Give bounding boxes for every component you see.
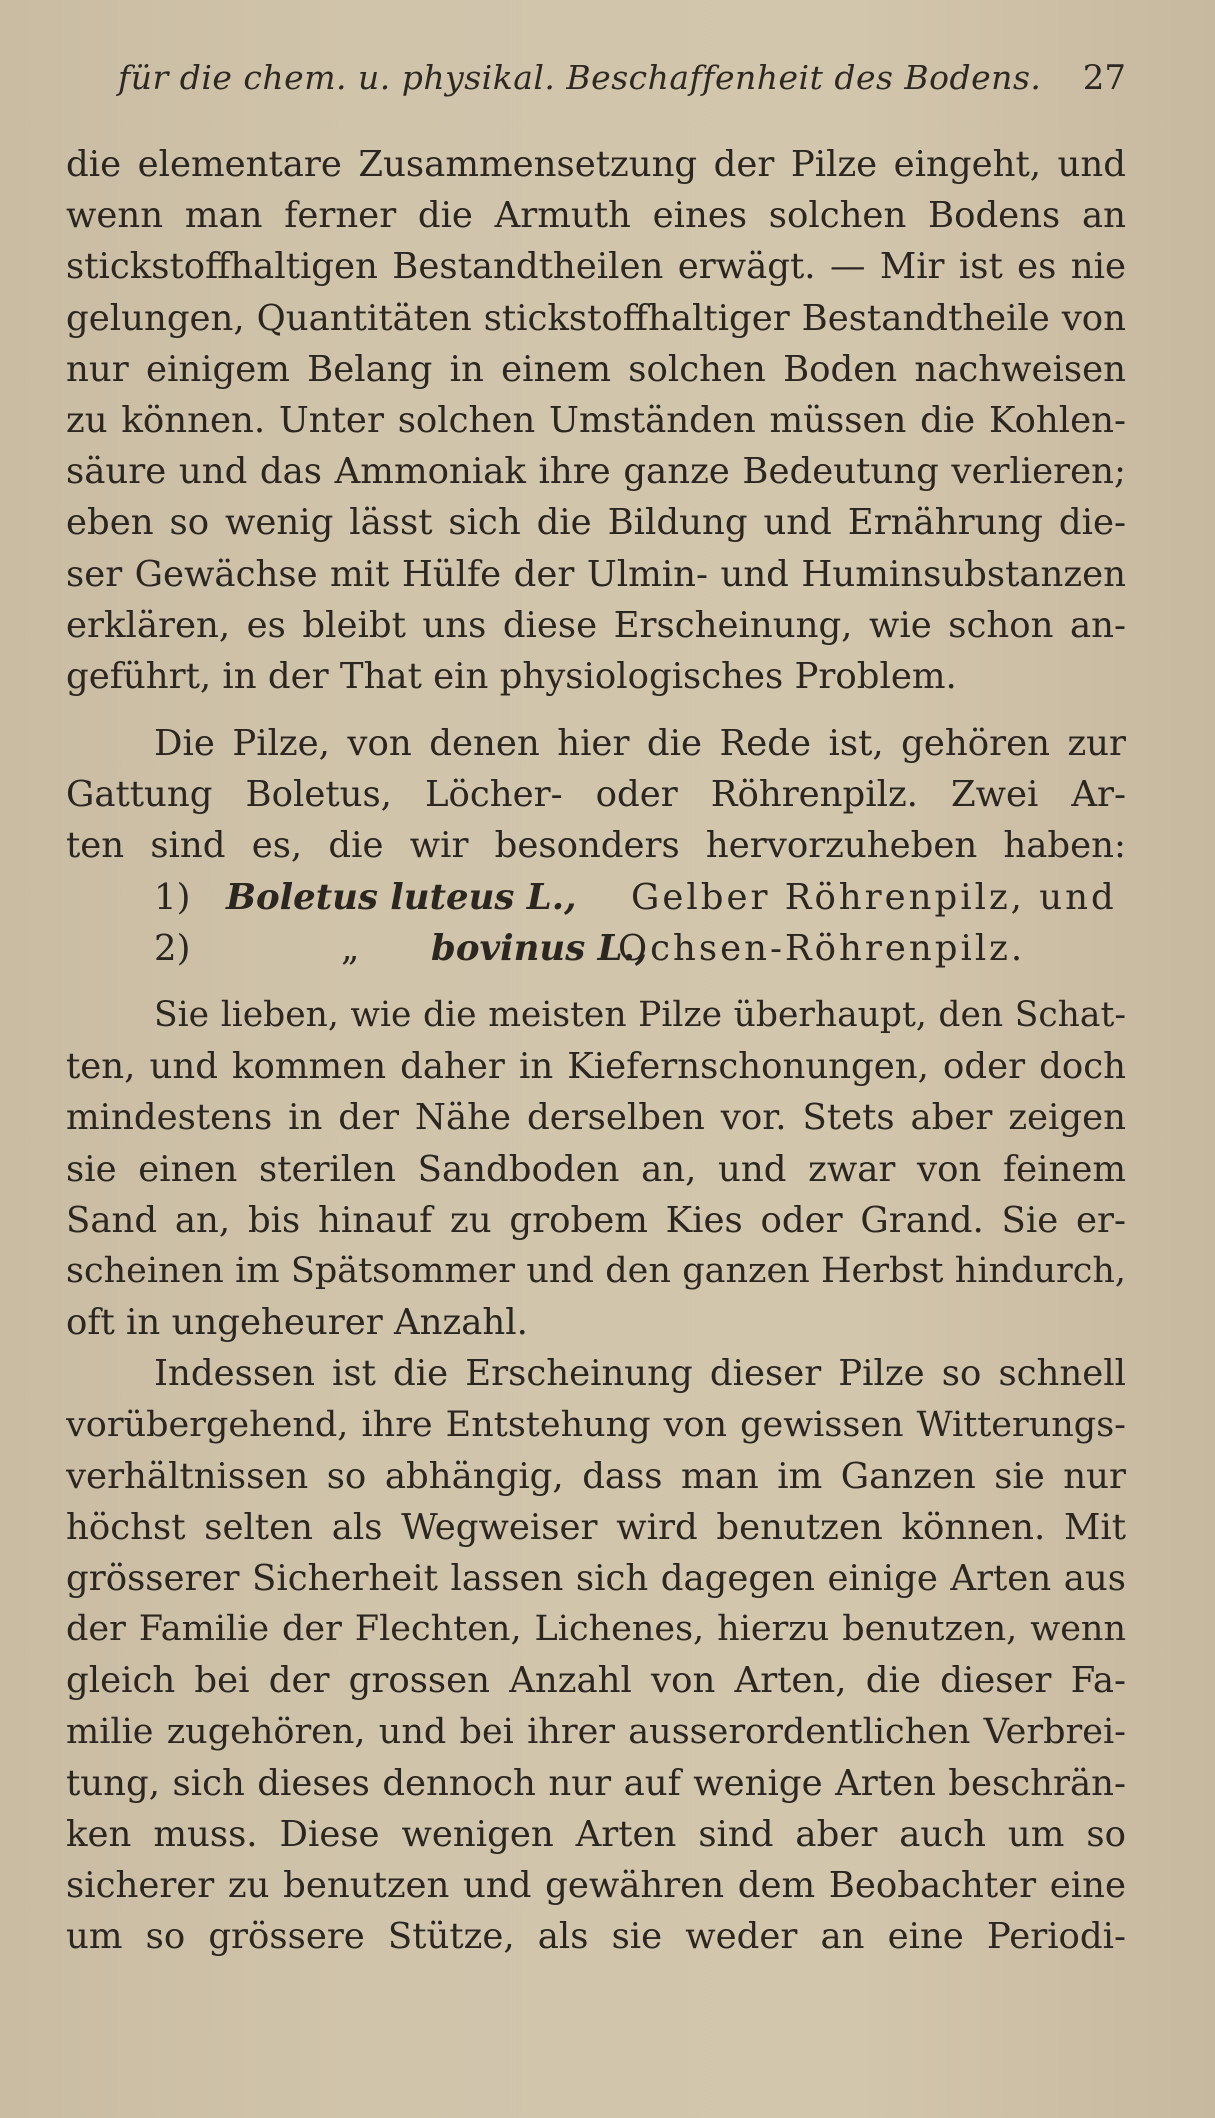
- ditto-mark: „: [341, 927, 360, 969]
- paragraph-2: [66, 718, 1126, 872]
- text-line: zu können. Unter solchen Umständen müssen die Kohlen-: [66, 399, 1126, 441]
- species-german-name: Ochsen-Röhrenpilz.: [618, 927, 1026, 969]
- species-latin-name: Boletus luteus L.,: [226, 876, 577, 918]
- text-line: der Familie der Flechten, Lichenes, hierzu benutzen, wenn: [66, 1609, 1126, 1650]
- text-line: stickstoffhaltigen Bestandtheilen erwägt. — Mir ist es nie: [66, 246, 1126, 288]
- text-line: vorübergehend, ihre Entstehung von gewissen Witterungs-: [66, 1404, 1126, 1445]
- text-line: geführt, in der That ein physiologisches Problem.: [66, 655, 957, 697]
- paragraph-gap: [66, 974, 1126, 990]
- text-line: tung, sich dieses dennoch nur auf wenige Arten beschrän-: [66, 1762, 1126, 1804]
- text-line: eben so wenig lässt sich die Bildung und Ernährung die-: [66, 502, 1126, 544]
- text-line: säure und das Ammoniak ihre ganze Bedeutung verlieren;: [66, 451, 1126, 493]
- text-line: sie einen sterilen Sandboden an, und zwar von feinem: [66, 1148, 1126, 1190]
- species-number: 2): [154, 927, 191, 969]
- page-header: [66, 52, 1126, 112]
- running-head: für die chem. u. physikal. Beschaffenheit des Bodens.: [118, 58, 1042, 97]
- paragraph-gap: [66, 702, 1126, 718]
- text-line: grösserer Sicherheit lassen sich dagegen einige Arten aus: [66, 1558, 1126, 1600]
- text-line: Die Pilze, von denen hier die Rede ist, gehören zur: [154, 723, 1126, 765]
- text-line: um so grössere Stütze, als sie weder an eine Periodi-: [66, 1916, 1126, 1958]
- text-line: höchst selten als Wegweiser wird benutzen können. Mit: [66, 1506, 1126, 1548]
- text-line: Sand an, bis hinauf zu grobem Kies oder Grand. Sie er-: [66, 1199, 1126, 1241]
- text-line: sicherer zu benutzen und gewähren dem Beobachter eine: [66, 1865, 1126, 1907]
- text-line: Gattung Boletus, Löcher- oder Röhrenpilz. Zwei Ar-: [66, 774, 1126, 816]
- text-line: ten sind es, die wir besonders hervorzuheben haben:: [66, 825, 1126, 867]
- text-line: mindestens in der Nähe derselben vor. Stets aber zeigen: [66, 1097, 1126, 1139]
- text-line: die elementare Zusammensetzung der Pilze eingeht, und: [66, 144, 1126, 185]
- text-line: nur einigem Belang in einem solchen Boden nachweisen: [66, 348, 1126, 390]
- text-line: scheinen im Spätsommer und den ganzen Herbst hindurch,: [66, 1250, 1126, 1291]
- paragraph-3: [66, 990, 1126, 1348]
- page-number: 27: [1082, 58, 1126, 98]
- species-item-1: [66, 872, 1126, 923]
- species-latin-name: bovinus L.,: [431, 927, 648, 969]
- text-line: gelungen, Quantitäten stickstoffhaltiger Bestandtheile von: [66, 297, 1126, 339]
- paragraph-4: [66, 1348, 1126, 1962]
- species-item-2: [66, 923, 1126, 974]
- text-line: Indessen ist die Erscheinung dieser Pilze so schnell: [154, 1353, 1126, 1395]
- text-line: verhältnissen so abhängig, dass man im Ganzen sie nur: [66, 1455, 1126, 1497]
- text-line: ken muss. Diese wenigen Arten sind aber auch um so: [66, 1814, 1126, 1855]
- text-line: milie zugehören, und bei ihrer ausserordentlichen Verbrei-: [66, 1711, 1126, 1752]
- text-line: Sie lieben, wie die meisten Pilze überhaupt, den Schat-: [154, 995, 1126, 1035]
- text-line: ser Gewächse mit Hülfe der Ulmin- und Huminsubstanzen: [66, 553, 1126, 595]
- species-number: 1): [154, 876, 191, 918]
- body-text: [66, 139, 1126, 1963]
- text-line: ten, und kommen daher in Kiefernschonungen, oder doch: [66, 1046, 1126, 1088]
- text-line: erklären, es bleibt uns diese Erscheinung, wie schon an-: [66, 604, 1126, 646]
- species-list: [66, 872, 1126, 974]
- species-german-name: Gelber Röhrenpilz, und: [631, 876, 1117, 918]
- text-line: gleich bei der grossen Anzahl von Arten, die dieser Fa-: [66, 1660, 1126, 1702]
- text-line: oft in ungeheurer Anzahl.: [66, 1302, 528, 1344]
- text-line: wenn man ferner die Armuth eines solchen Bodens an: [66, 195, 1126, 237]
- paragraph-1: [66, 139, 1126, 702]
